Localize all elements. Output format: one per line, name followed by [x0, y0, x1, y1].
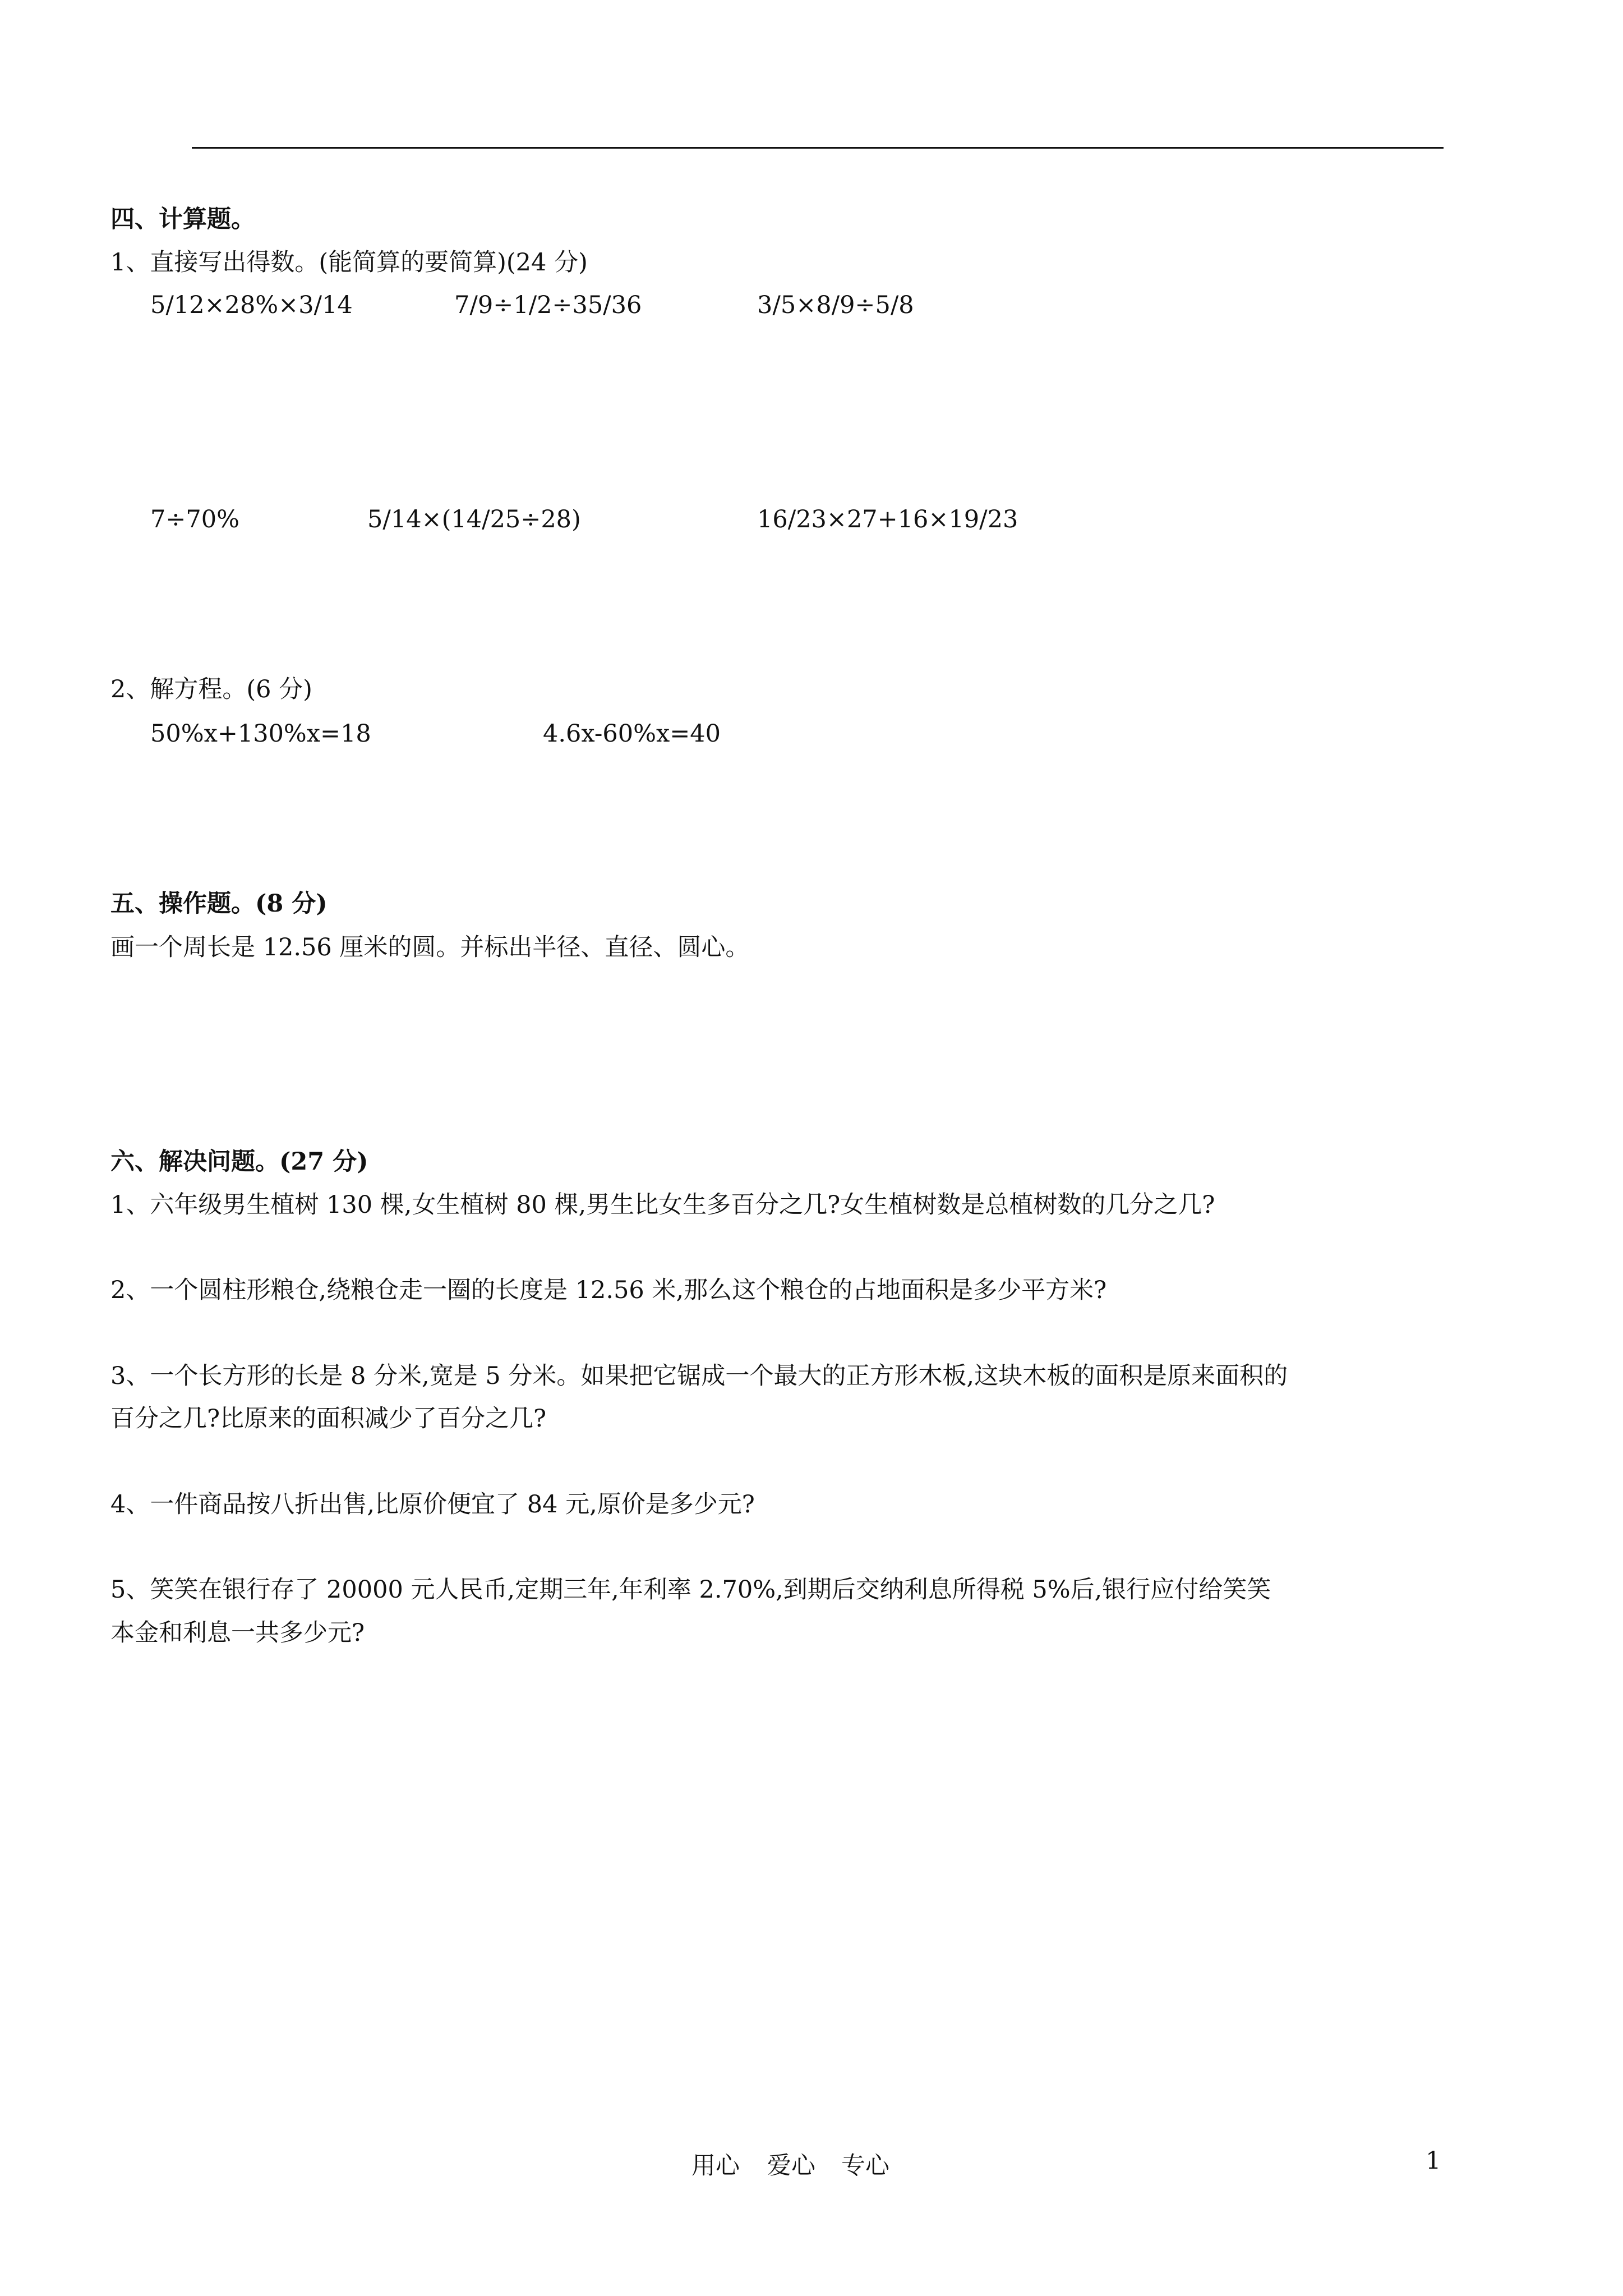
- calc-item: 3/5×8/9÷5/8: [757, 291, 914, 319]
- problem-5-line-1: 5、笑笑在银行存了 20000 元人民币,定期三年,年利率 2.70%,到期后交纳利息所得税 5%后,银行应付给笑笑: [110, 1576, 1271, 1604]
- calc-item: 7/9÷1/2÷35/36: [454, 291, 642, 319]
- problem-3-line-2: 百分之几?比原来的面积减少了百分之几?: [110, 1405, 547, 1433]
- page-number: 1: [1426, 2147, 1441, 2175]
- problem-3-line-1: 3、一个长方形的长是 8 分米,宽是 5 分米。如果把它锯成一个最大的正方形木板,这块木板的面积是原来面积的: [110, 1362, 1288, 1390]
- footer-motto-2: 爱心: [767, 2152, 815, 2180]
- q2-title: 2、解方程。(6 分): [110, 675, 312, 703]
- problem-1: 1、六年级男生植树 130 棵,女生植树 80 棵,男生比女生多百分之几?女生植树数是总植树数的几分之几?: [110, 1191, 1215, 1219]
- footer-motto-1: 用心: [691, 2152, 740, 2180]
- problem-4: 4、一件商品按八折出售,比原价便宜了 84 元,原价是多少元?: [110, 1490, 755, 1519]
- calc-item: 5/14×(14/25÷28): [367, 505, 581, 533]
- calc-item: 16/23×27+16×19/23: [757, 505, 1018, 533]
- section-5-heading: 五、操作题。(8 分): [110, 890, 328, 918]
- section-5-text: 画一个周长是 12.56 厘米的圆。并标出半径、直径、圆心。: [110, 933, 750, 961]
- footer-motto-3: 专心: [841, 2152, 889, 2180]
- q1-title: 1、直接写出得数。(能简算的要简算)(24 分): [110, 249, 588, 277]
- problem-2: 2、一个圆柱形粮仓,绕粮仓走一圈的长度是 12.56 米,那么这个粮仓的占地面积是多少平方米?: [110, 1276, 1107, 1304]
- calc-item: 7÷70%: [150, 505, 239, 533]
- calc-item: 5/12×28%×3/14: [150, 291, 353, 319]
- section-6-heading: 六、解决问题。(27 分): [110, 1148, 368, 1176]
- header-rule: [192, 147, 1444, 149]
- equation-item: 4.6x-60%x=40: [543, 720, 721, 748]
- section-4-heading: 四、计算题。: [110, 205, 255, 233]
- equation-item: 50%x+130%x=18: [150, 720, 371, 748]
- problem-5-line-2: 本金和利息一共多少元?: [110, 1619, 365, 1647]
